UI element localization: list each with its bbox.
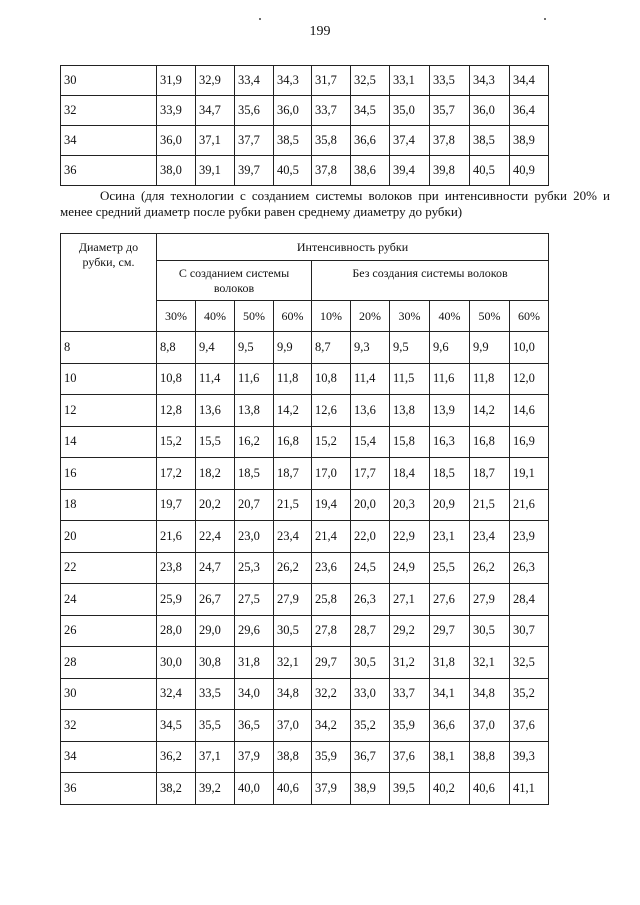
value-cell: 33,1 <box>390 66 430 96</box>
value-cell: 23,9 <box>510 521 549 553</box>
value-cell: 38,5 <box>274 126 312 156</box>
aspen-diameter-table <box>60 233 549 805</box>
value-cell: 39,1 <box>196 156 235 186</box>
value-cell: 11,4 <box>196 363 235 395</box>
value-cell: 38,5 <box>470 126 510 156</box>
value-cell: 10,8 <box>157 363 196 395</box>
value-cell: 12,8 <box>157 395 196 427</box>
value-cell: 33,7 <box>390 678 430 710</box>
value-cell: 13,8 <box>390 395 430 427</box>
value-cell: 32,1 <box>274 647 312 679</box>
diameter-cell: 20 <box>61 521 157 553</box>
value-cell: 15,2 <box>312 426 351 458</box>
value-cell: 34,3 <box>274 66 312 96</box>
value-cell: 39,7 <box>235 156 274 186</box>
header-percent-without: 40% <box>430 301 470 332</box>
value-cell: 30,0 <box>157 647 196 679</box>
diameter-cell: 22 <box>61 552 157 584</box>
value-cell: 8,7 <box>312 332 351 364</box>
value-cell: 24,5 <box>351 552 390 584</box>
value-cell: 18,2 <box>196 458 235 490</box>
diameter-cell: 36 <box>61 773 157 805</box>
header-diameter: Диаметр до рубки, см. <box>61 234 157 332</box>
value-cell: 9,5 <box>235 332 274 364</box>
value-cell: 40,0 <box>235 773 274 805</box>
value-cell: 36,0 <box>157 126 196 156</box>
value-cell: 35,2 <box>351 710 390 742</box>
value-cell: 36,6 <box>351 126 390 156</box>
diameter-cell: 34 <box>61 741 157 773</box>
value-cell: 28,0 <box>157 615 196 647</box>
table-row <box>61 458 549 490</box>
value-cell: 23,0 <box>235 521 274 553</box>
table-row <box>61 66 549 96</box>
value-cell: 31,9 <box>157 66 196 96</box>
value-cell: 18,5 <box>235 458 274 490</box>
table-row <box>61 773 549 805</box>
value-cell: 34,3 <box>470 66 510 96</box>
header-percent-without: 50% <box>470 301 510 332</box>
table-row <box>61 552 549 584</box>
header-percent-without: 60% <box>510 301 549 332</box>
table-row <box>61 395 549 427</box>
table-row <box>61 332 549 364</box>
diameter-cell: 14 <box>61 426 157 458</box>
value-cell: 29,2 <box>390 615 430 647</box>
value-cell: 25,5 <box>430 552 470 584</box>
value-cell: 13,6 <box>196 395 235 427</box>
value-cell: 38,6 <box>351 156 390 186</box>
value-cell: 38,9 <box>510 126 549 156</box>
value-cell: 41,1 <box>510 773 549 805</box>
value-cell: 38,8 <box>274 741 312 773</box>
value-cell: 21,5 <box>274 489 312 521</box>
value-cell: 32,5 <box>510 647 549 679</box>
value-cell: 23,8 <box>157 552 196 584</box>
value-cell: 16,2 <box>235 426 274 458</box>
value-cell: 37,9 <box>235 741 274 773</box>
value-cell: 31,2 <box>390 647 430 679</box>
value-cell: 38,0 <box>157 156 196 186</box>
value-cell: 16,8 <box>274 426 312 458</box>
value-cell: 37,1 <box>196 741 235 773</box>
value-cell: 27,5 <box>235 584 274 616</box>
value-cell: 29,0 <box>196 615 235 647</box>
value-cell: 18,7 <box>470 458 510 490</box>
value-cell: 40,5 <box>470 156 510 186</box>
value-cell: 36,5 <box>235 710 274 742</box>
scan-speck <box>544 18 546 20</box>
value-cell: 30,5 <box>274 615 312 647</box>
value-cell: 40,2 <box>430 773 470 805</box>
header-percent-with: 60% <box>274 301 312 332</box>
value-cell: 40,9 <box>510 156 549 186</box>
value-cell: 23,4 <box>274 521 312 553</box>
value-cell: 11,6 <box>235 363 274 395</box>
page-number: 199 <box>309 24 331 39</box>
value-cell: 34,0 <box>235 678 274 710</box>
value-cell: 9,3 <box>351 332 390 364</box>
value-cell: 35,8 <box>312 126 351 156</box>
value-cell: 22,9 <box>390 521 430 553</box>
value-cell: 14,6 <box>510 395 549 427</box>
value-cell: 13,9 <box>430 395 470 427</box>
value-cell: 11,8 <box>470 363 510 395</box>
diameter-cell: 24 <box>61 584 157 616</box>
value-cell: 18,4 <box>390 458 430 490</box>
value-cell: 38,8 <box>470 741 510 773</box>
value-cell: 19,7 <box>157 489 196 521</box>
value-cell: 25,9 <box>157 584 196 616</box>
value-cell: 23,4 <box>470 521 510 553</box>
value-cell: 37,6 <box>510 710 549 742</box>
table-row <box>61 363 549 395</box>
value-cell: 36,7 <box>351 741 390 773</box>
diameter-cell: 26 <box>61 615 157 647</box>
value-cell: 21,6 <box>510 489 549 521</box>
table-row <box>61 521 549 553</box>
value-cell: 15,2 <box>157 426 196 458</box>
diameter-cell: 30 <box>61 66 157 96</box>
value-cell: 34,1 <box>430 678 470 710</box>
value-cell: 28,7 <box>351 615 390 647</box>
value-cell: 22,4 <box>196 521 235 553</box>
value-cell: 12,0 <box>510 363 549 395</box>
value-cell: 33,5 <box>196 678 235 710</box>
value-cell: 33,4 <box>235 66 274 96</box>
value-cell: 26,3 <box>510 552 549 584</box>
value-cell: 37,8 <box>312 156 351 186</box>
scan-speck <box>259 18 261 20</box>
value-cell: 34,5 <box>351 96 390 126</box>
value-cell: 26,2 <box>470 552 510 584</box>
value-cell: 17,0 <box>312 458 351 490</box>
value-cell: 34,2 <box>312 710 351 742</box>
table-row <box>61 489 549 521</box>
value-cell: 30,5 <box>470 615 510 647</box>
diameter-cell: 12 <box>61 395 157 427</box>
value-cell: 37,6 <box>390 741 430 773</box>
table-row <box>61 126 549 156</box>
value-cell: 14,2 <box>274 395 312 427</box>
value-cell: 20,7 <box>235 489 274 521</box>
value-cell: 20,2 <box>196 489 235 521</box>
table-row <box>61 741 549 773</box>
value-cell: 39,8 <box>430 156 470 186</box>
value-cell: 15,5 <box>196 426 235 458</box>
value-cell: 9,9 <box>470 332 510 364</box>
value-cell: 18,5 <box>430 458 470 490</box>
value-cell: 21,6 <box>157 521 196 553</box>
value-cell: 36,4 <box>510 96 549 126</box>
continuation-table-body <box>61 66 549 186</box>
value-cell: 40,6 <box>274 773 312 805</box>
value-cell: 36,6 <box>430 710 470 742</box>
value-cell: 34,4 <box>510 66 549 96</box>
value-cell: 16,8 <box>470 426 510 458</box>
table-row <box>61 710 549 742</box>
value-cell: 37,7 <box>235 126 274 156</box>
value-cell: 34,7 <box>196 96 235 126</box>
table-row <box>61 156 549 186</box>
value-cell: 33,5 <box>430 66 470 96</box>
value-cell: 37,1 <box>196 126 235 156</box>
diameter-cell: 8 <box>61 332 157 364</box>
value-cell: 12,6 <box>312 395 351 427</box>
value-cell: 10,0 <box>510 332 549 364</box>
value-cell: 35,9 <box>312 741 351 773</box>
diameter-cell: 10 <box>61 363 157 395</box>
value-cell: 35,5 <box>196 710 235 742</box>
value-cell: 33,0 <box>351 678 390 710</box>
value-cell: 20,3 <box>390 489 430 521</box>
value-cell: 31,7 <box>312 66 351 96</box>
value-cell: 9,9 <box>274 332 312 364</box>
value-cell: 35,9 <box>390 710 430 742</box>
value-cell: 30,5 <box>351 647 390 679</box>
value-cell: 37,9 <box>312 773 351 805</box>
value-cell: 23,6 <box>312 552 351 584</box>
value-cell: 39,3 <box>510 741 549 773</box>
value-cell: 13,6 <box>351 395 390 427</box>
value-cell: 31,8 <box>430 647 470 679</box>
diameter-cell: 32 <box>61 96 157 126</box>
value-cell: 28,4 <box>510 584 549 616</box>
value-cell: 11,5 <box>390 363 430 395</box>
value-cell: 9,5 <box>390 332 430 364</box>
value-cell: 15,8 <box>390 426 430 458</box>
value-cell: 24,7 <box>196 552 235 584</box>
value-cell: 22,0 <box>351 521 390 553</box>
diameter-cell: 32 <box>61 710 157 742</box>
value-cell: 39,2 <box>196 773 235 805</box>
diameter-cell: 28 <box>61 647 157 679</box>
value-cell: 27,6 <box>430 584 470 616</box>
value-cell: 37,8 <box>430 126 470 156</box>
value-cell: 34,5 <box>157 710 196 742</box>
value-cell: 16,9 <box>510 426 549 458</box>
value-cell: 38,9 <box>351 773 390 805</box>
value-cell: 13,8 <box>235 395 274 427</box>
continuation-table <box>60 65 549 186</box>
value-cell: 15,4 <box>351 426 390 458</box>
table-row <box>61 678 549 710</box>
header-percent-without: 20% <box>351 301 390 332</box>
value-cell: 35,7 <box>430 96 470 126</box>
value-cell: 27,9 <box>470 584 510 616</box>
value-cell: 26,3 <box>351 584 390 616</box>
value-cell: 36,0 <box>274 96 312 126</box>
header-with-trails: С созданием системы волоков <box>157 261 312 301</box>
value-cell: 26,2 <box>274 552 312 584</box>
value-cell: 23,1 <box>430 521 470 553</box>
value-cell: 32,1 <box>470 647 510 679</box>
value-cell: 21,4 <box>312 521 351 553</box>
value-cell: 30,8 <box>196 647 235 679</box>
value-cell: 36,0 <box>470 96 510 126</box>
header-percent-without: 10% <box>312 301 351 332</box>
diameter-cell: 34 <box>61 126 157 156</box>
value-cell: 29,7 <box>312 647 351 679</box>
value-cell: 37,4 <box>390 126 430 156</box>
diameter-cell: 18 <box>61 489 157 521</box>
value-cell: 38,1 <box>430 741 470 773</box>
value-cell: 27,8 <box>312 615 351 647</box>
value-cell: 27,9 <box>274 584 312 616</box>
aspen-diameter-table-body <box>61 332 549 805</box>
value-cell: 20,0 <box>351 489 390 521</box>
value-cell: 35,0 <box>390 96 430 126</box>
value-cell: 30,7 <box>510 615 549 647</box>
header-without-trails: Без создания системы волоков <box>312 261 549 301</box>
value-cell: 21,5 <box>470 489 510 521</box>
value-cell: 17,7 <box>351 458 390 490</box>
value-cell: 17,2 <box>157 458 196 490</box>
value-cell: 29,6 <box>235 615 274 647</box>
value-cell: 9,6 <box>430 332 470 364</box>
value-cell: 34,8 <box>274 678 312 710</box>
table-row <box>61 96 549 126</box>
header-percent-without: 30% <box>390 301 430 332</box>
value-cell: 19,4 <box>312 489 351 521</box>
value-cell: 37,0 <box>274 710 312 742</box>
value-cell: 14,2 <box>470 395 510 427</box>
value-cell: 9,4 <box>196 332 235 364</box>
value-cell: 35,6 <box>235 96 274 126</box>
value-cell: 26,7 <box>196 584 235 616</box>
value-cell: 32,4 <box>157 678 196 710</box>
value-cell: 35,2 <box>510 678 549 710</box>
header-intensity: Интенсивность рубки <box>157 234 549 261</box>
value-cell: 25,8 <box>312 584 351 616</box>
diameter-cell: 16 <box>61 458 157 490</box>
value-cell: 20,9 <box>430 489 470 521</box>
header-percent-with: 40% <box>196 301 235 332</box>
table-row <box>61 615 549 647</box>
table-row <box>61 647 549 679</box>
table-row <box>61 584 549 616</box>
value-cell: 40,5 <box>274 156 312 186</box>
value-cell: 33,7 <box>312 96 351 126</box>
value-cell: 25,3 <box>235 552 274 584</box>
value-cell: 40,6 <box>470 773 510 805</box>
value-cell: 27,1 <box>390 584 430 616</box>
value-cell: 32,9 <box>196 66 235 96</box>
value-cell: 31,8 <box>235 647 274 679</box>
value-cell: 38,2 <box>157 773 196 805</box>
diameter-cell: 30 <box>61 678 157 710</box>
value-cell: 32,5 <box>351 66 390 96</box>
value-cell: 39,5 <box>390 773 430 805</box>
value-cell: 39,4 <box>390 156 430 186</box>
table-caption: Осина (для технологии с созданием системы волоков при интенсивности рубки 20% и менее средний диаметр после рубки равен среднему диаметру до рубки) <box>60 188 610 219</box>
value-cell: 24,9 <box>390 552 430 584</box>
value-cell: 29,7 <box>430 615 470 647</box>
diameter-cell: 36 <box>61 156 157 186</box>
value-cell: 19,1 <box>510 458 549 490</box>
value-cell: 34,8 <box>470 678 510 710</box>
value-cell: 32,2 <box>312 678 351 710</box>
value-cell: 18,7 <box>274 458 312 490</box>
value-cell: 33,9 <box>157 96 196 126</box>
value-cell: 37,0 <box>470 710 510 742</box>
value-cell: 8,8 <box>157 332 196 364</box>
table-row <box>61 426 549 458</box>
value-cell: 10,8 <box>312 363 351 395</box>
value-cell: 36,2 <box>157 741 196 773</box>
value-cell: 16,3 <box>430 426 470 458</box>
header-percent-with: 50% <box>235 301 274 332</box>
header-percent-with: 30% <box>157 301 196 332</box>
value-cell: 11,6 <box>430 363 470 395</box>
value-cell: 11,8 <box>274 363 312 395</box>
value-cell: 11,4 <box>351 363 390 395</box>
